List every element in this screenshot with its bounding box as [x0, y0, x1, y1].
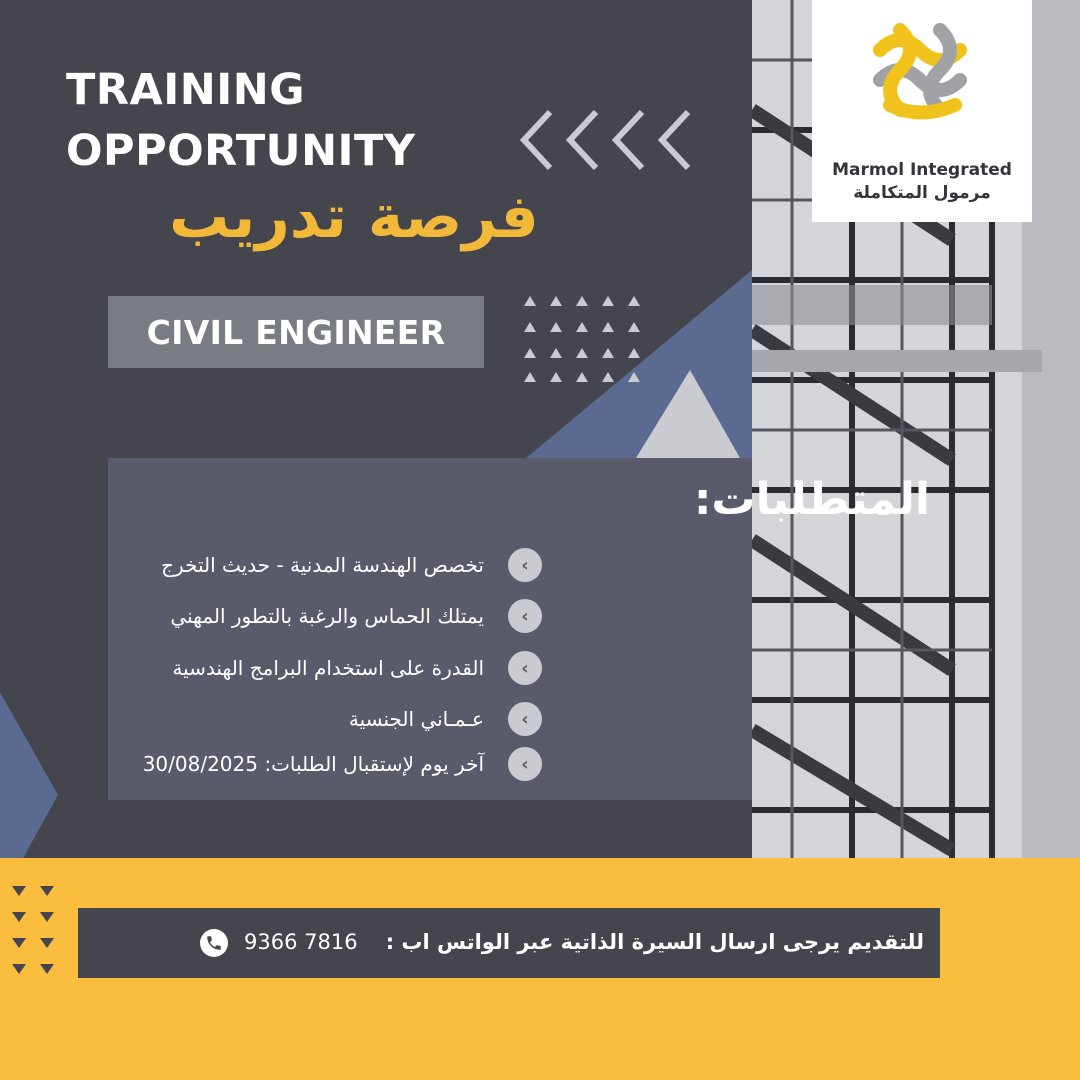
requirement-text: القدرة على استخدام البرامج الهندسية [172, 656, 484, 680]
headline-line-1: TRAINING [66, 65, 305, 115]
role-badge [108, 296, 484, 368]
marmol-logo-mark [860, 10, 984, 134]
requirement-item [143, 744, 542, 784]
headline [66, 60, 416, 182]
requirement-text: يمتلك الحماس والرغبة بالتطور المهني [170, 604, 484, 628]
chevron-left-icon: ‹ [508, 651, 542, 685]
requirement-text: تخصص الهندسة المدنية - حديث التخرج [161, 553, 484, 577]
footer-triangles-decoration [10, 884, 60, 984]
phone-number[interactable]: 9366 7816 [244, 930, 358, 954]
chevron-left-icon: ‹ [508, 548, 542, 582]
role-title: CIVIL ENGINEER [146, 312, 446, 352]
requirement-item [349, 699, 542, 739]
requirement-item [170, 596, 542, 636]
chevron-left-icon: ‹ [508, 747, 542, 781]
requirement-item [161, 545, 542, 585]
company-name-ar: مرمول المتكاملة [853, 183, 991, 203]
requirement-text: عـمـاني الجنسية [348, 707, 484, 731]
requirement-item [172, 648, 542, 688]
chevron-left-icon: ‹ [508, 599, 542, 633]
arabic-headline: فرصة تدريب [169, 182, 539, 252]
requirement-text: آخر يوم لإستقبال الطلبات: 30/08/2025 [142, 752, 484, 776]
requirements-title: المتطلبات: [693, 474, 930, 525]
headline-line-2: OPPORTUNITY [66, 126, 416, 176]
company-logo [812, 0, 1032, 222]
chevrons-decoration [518, 108, 704, 172]
triangle-dots-decoration [522, 294, 652, 386]
company-name-en: Marmol Integrated [832, 160, 1012, 180]
phone-icon [200, 929, 228, 957]
contact-instructions: للتقديم يرجى ارسال السيرة الذاتية عبر الواتس اب : [385, 930, 924, 954]
chevron-left-icon: ‹ [508, 702, 542, 736]
